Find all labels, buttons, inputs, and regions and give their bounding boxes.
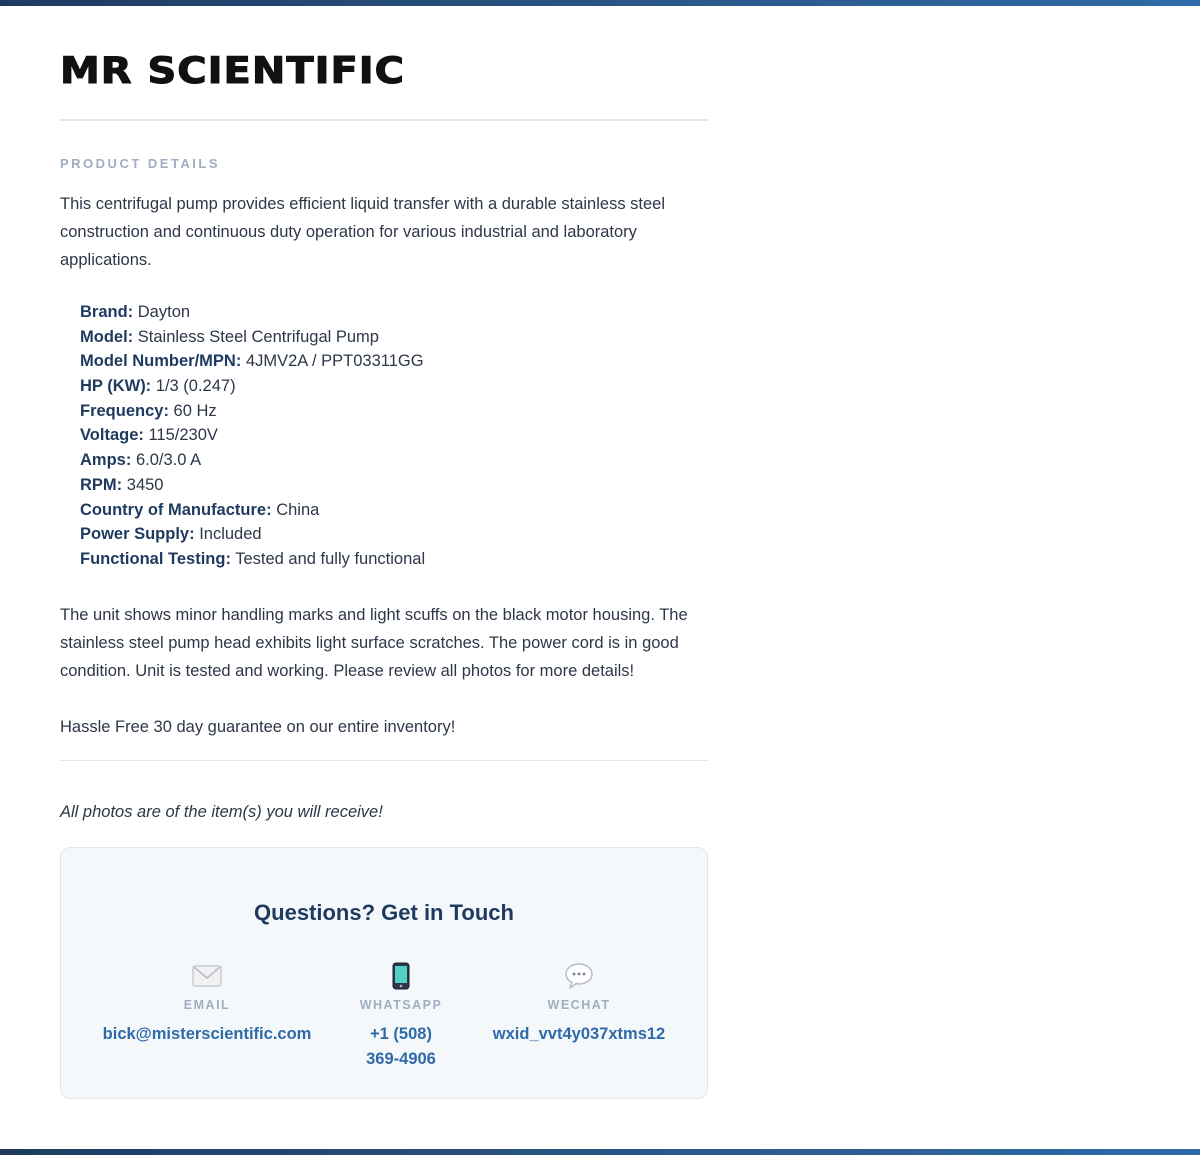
spec-label: Country of Manufacture: (80, 500, 272, 519)
spec-value: 4JMV2A / PPT03311GG (245, 352, 424, 371)
whatsapp-link[interactable] (341, 1022, 461, 1072)
spec-value: 115/230V (148, 426, 218, 445)
contact-card (60, 847, 708, 1099)
speech-bubble-icon (481, 960, 677, 990)
spec-row (80, 498, 700, 523)
wechat-id[interactable]: wxid_vvt4y037xtms12 (492, 1025, 666, 1043)
logo-wordmark (60, 49, 406, 94)
top-accent-bar (0, 0, 1200, 6)
spec-row (80, 522, 700, 547)
spec-row (80, 374, 700, 399)
spec-value: Included (199, 525, 262, 544)
spec-value: 1/3 (0.247) (155, 377, 236, 396)
spec-value: Tested and fully functional (235, 549, 426, 568)
product-intro: This centrifugal pump provides efficient liquid transfer with a durable stainless steel construction and continuous duty operation for various industrial and laboratory applications. (60, 195, 666, 269)
header-divider (60, 119, 708, 121)
spec-row (80, 399, 700, 424)
contact-whatsapp (341, 960, 461, 1072)
spec-row (80, 448, 700, 473)
wechat-label: WECHAT (547, 998, 611, 1012)
guarantee-text: Hassle Free 30 day guarantee on our entire inventory! (60, 718, 456, 736)
spec-label: Voltage: (80, 426, 144, 445)
spec-label: Frequency: (80, 401, 169, 420)
envelope-icon (99, 960, 315, 990)
email-link[interactable]: bick@misterscientific.com (102, 1025, 312, 1043)
spec-label: Model Number/MPN: (80, 352, 242, 371)
whatsapp-number-line1: +1 (508) (370, 1025, 432, 1043)
bottom-accent-bar (0, 1149, 1200, 1155)
spec-label: Model: (80, 327, 134, 346)
spec-value: Dayton (137, 303, 191, 321)
contact-wechat (481, 960, 677, 1047)
spec-row (80, 349, 700, 374)
whatsapp-number-line2: 369-4906 (366, 1050, 436, 1068)
spec-label: Amps: (80, 451, 132, 470)
spec-value: 60 Hz (173, 401, 217, 420)
spec-row (80, 547, 700, 572)
spec-value: China (276, 500, 320, 519)
spec-value: 6.0/3.0 A (135, 451, 202, 470)
spec-value: 3450 (126, 475, 164, 494)
spec-label: Brand: (80, 303, 134, 321)
spec-label: RPM: (80, 475, 123, 494)
mobile-phone-icon (341, 960, 461, 990)
spec-list (80, 300, 700, 572)
spec-label: Functional Testing: (80, 549, 231, 568)
condition-description: The unit shows minor handling marks and light scuffs on the black motor housing. The stainless steel pump head exhibits light surface scratches. The power cord is in good condition. Unit is tested and working. Please review all photos for more details! (60, 606, 688, 680)
logo-text: MR SCIENTIFIC (60, 49, 406, 93)
spec-row (80, 473, 700, 498)
spec-label: Power Supply: (80, 525, 195, 544)
section-divider (60, 760, 708, 761)
contact-title: Questions? Get in Touch (254, 900, 514, 925)
photos-note: All photos are of the item(s) you will receive! (60, 803, 383, 821)
contact-email (99, 960, 315, 1047)
spec-value: Stainless Steel Centrifugal Pump (137, 327, 379, 346)
brand-logo (60, 49, 406, 94)
email-label: EMAIL (183, 998, 231, 1012)
spec-label: HP (KW): (80, 377, 152, 396)
spec-row (80, 325, 700, 350)
spec-row (80, 423, 700, 448)
spec-row (80, 300, 700, 325)
whatsapp-label: WHATSAPP (359, 998, 443, 1012)
section-label-product-details: PRODUCT DETAILS (60, 156, 221, 171)
